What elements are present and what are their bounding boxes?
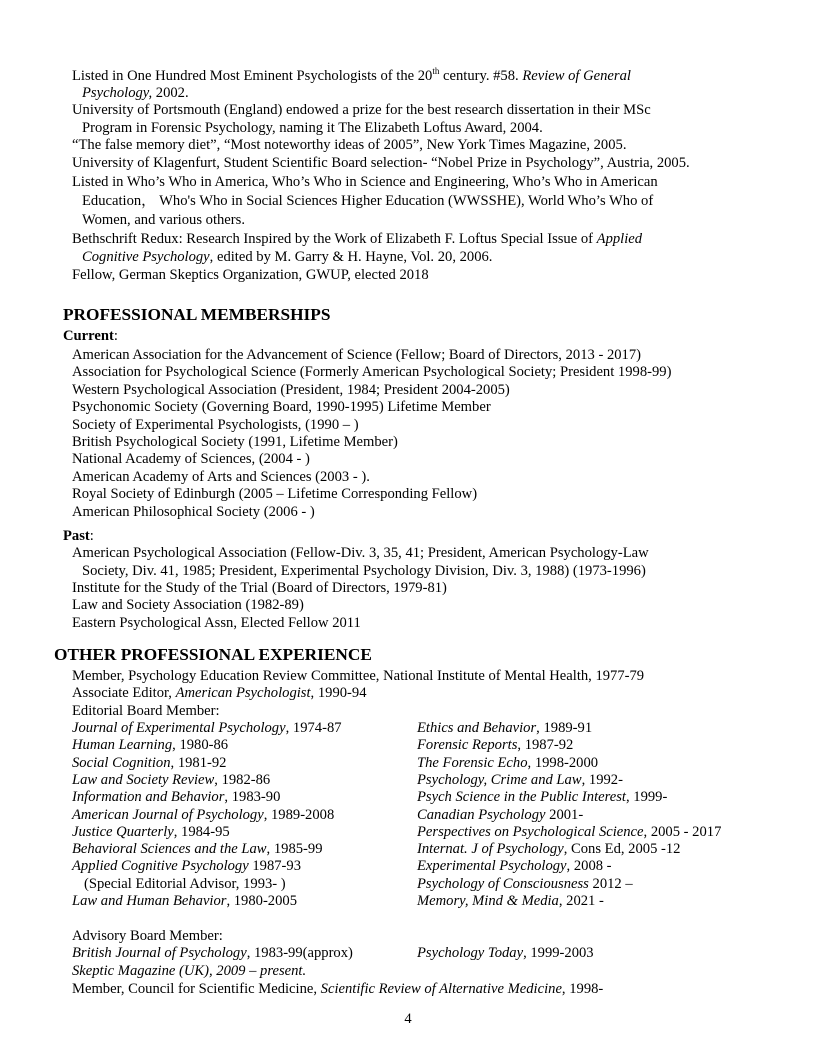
membership-item: Eastern Psychological Assn, Elected Fellow 2011 — [72, 614, 361, 631]
advisory-psychology-today — [417, 945, 594, 962]
journal-title: Ethics and Behavior — [417, 720, 537, 736]
journal-title: British Journal of Psychology — [72, 945, 247, 961]
experience-review-committee: Member, Psychology Education Review Committee, National Institute of Mental Health, 1977-79 — [72, 668, 645, 684]
honor-bethschrift-cont — [82, 249, 492, 266]
subheading: Past — [63, 528, 90, 544]
membership-item: National Academy of Sciences, (2004 - ) — [72, 451, 310, 468]
honor-bethschrift — [72, 231, 642, 248]
journal-title: Experimental Psychology — [417, 858, 567, 875]
honor-eminent-psychologists-cont — [82, 85, 189, 102]
journal-title: Psychology, Crime and Law — [417, 771, 582, 788]
journal-title: Forensic Reports — [417, 737, 518, 754]
colon: : — [113, 328, 118, 344]
advisory-british-journal — [72, 945, 353, 962]
editorial-board-entry — [72, 755, 226, 772]
journal-title: Psychology of Consciousness — [417, 875, 589, 892]
honor-memory-diet: “The false memory diet”, “Most noteworthy ideas of 2005”, New York Times Magazine, 2005. — [72, 137, 627, 153]
years: , 1989-91 — [536, 720, 593, 736]
journal-title: Applied Cognitive Psychology — [72, 858, 249, 875]
years: 2012 – — [588, 875, 633, 892]
honor-text: century. #58. — [439, 68, 523, 84]
honor-text: Bethschrift Redux: Research Inspired by the Work of Elizabeth F. Loftus Special Issue of — [72, 231, 597, 247]
membership-item: American Association for the Advancement of Science (Fellow; Board of Directors, 2013 - 2017) — [72, 347, 641, 363]
advisory-skeptic — [72, 963, 306, 980]
years: , 1992- — [581, 771, 623, 788]
journal-title: Law and Society Review — [72, 771, 215, 788]
years: , 1987-92 — [517, 737, 574, 754]
years: , 1974-87 — [285, 720, 342, 736]
journal-title: Journal of Experimental Psychology — [72, 720, 286, 736]
years: , 1985-99 — [266, 841, 323, 858]
membership-item: Western Psychological Association (President, 1984; President 2004-2005) — [72, 381, 510, 398]
membership-item: Institute for the Study of the Trial (Board of Directors, 1979-81) — [72, 580, 447, 596]
editorial-board-entry — [417, 789, 667, 806]
editorial-board-entry — [417, 720, 592, 737]
journal-title: Human Learning — [72, 737, 173, 754]
journal-title: Cognitive Psychology — [82, 249, 210, 265]
years: , 1998-2000 — [527, 754, 599, 771]
membership-item: Association for Psychological Science (Formerly American Psychological Society; President 1998-99) — [72, 364, 672, 381]
journal-title: Psychology Today — [417, 945, 524, 961]
subheading: Current — [63, 328, 114, 344]
journal-title: Behavioral Sciences and the Law — [72, 841, 267, 858]
years: , 1984-95 — [173, 823, 230, 840]
journal-title: American Psychologist — [175, 685, 311, 701]
editorial-board-entry — [417, 893, 604, 910]
membership-item: American Philosophical Society (2006 - ) — [72, 503, 315, 520]
journal-title: Information and Behavior — [72, 789, 225, 806]
experience-council — [72, 981, 603, 998]
membership-item: Society of Experimental Psychologists, (1990 – ) — [72, 416, 359, 433]
years: , 2021 - — [558, 893, 604, 909]
advisory-board-label: Advisory Board Member: — [72, 928, 223, 944]
editorial-board-entry — [417, 841, 680, 858]
editorial-board-entry — [72, 720, 342, 737]
journal-title: Applied — [596, 231, 643, 247]
honor-text: 2002. — [152, 85, 189, 101]
membership-apa-cont: Society, Div. 41, 1985; President, Experimental Psychology Division, Div. 3, 1988) (1973-1996) — [82, 563, 646, 579]
years: , 1980-2005 — [226, 893, 297, 909]
editorial-board-entry — [72, 807, 334, 824]
honor-gwup: Fellow, German Skeptics Organization, GWUP, elected 2018 — [72, 267, 429, 283]
editorial-board-entry — [417, 755, 598, 772]
editorial-board-entry — [72, 893, 297, 910]
honor-klagenfurt: University of Klagenfurt, Student Scientific Board selection- “Nobel Prize in Psychology”, Austria, 2005. — [72, 155, 690, 171]
honor-whos-who-cont2: Women, and various others. — [82, 212, 245, 228]
journal-title: Skeptic Magazine (UK), 2009 – present. — [72, 963, 307, 979]
membership-item: Royal Society of Edinburgh (2005 – Lifetime Corresponding Fellow) — [72, 486, 478, 503]
years: , 1983-90 — [224, 789, 281, 806]
journal-title: The Forensic Echo — [417, 754, 528, 771]
experience-text: Member, Council for Scientific Medicine, — [72, 981, 321, 997]
years: , 1999-2003 — [523, 945, 594, 961]
membership-item: Psychonomic Society (Governing Board, 1990-1995) Lifetime Member — [72, 399, 491, 416]
journal-title: Memory, Mind & Media — [417, 893, 559, 909]
journal-title: Internat. J of Psychology — [417, 841, 564, 858]
superscript: th — [432, 66, 440, 76]
section-heading-memberships: PROFESSIONAL MEMBERSHIPS — [63, 305, 331, 324]
journal-title: Social Cognition — [72, 754, 171, 771]
years: , Cons Ed, 2005 -12 — [563, 841, 681, 858]
current-label — [63, 328, 118, 345]
journal-title: Review of General — [522, 68, 631, 84]
editorial-board-entry — [72, 789, 280, 806]
experience-text: , 1990-94 — [310, 685, 367, 701]
honor-text: , edited by M. Garry & H. Hayne, Vol. 20, 2006. — [209, 249, 493, 265]
years: , 2008 - — [566, 858, 612, 875]
journal-title: Perspectives on Psychological Science — [417, 823, 644, 840]
years: , 1981-92 — [170, 754, 227, 771]
years: , 1999- — [625, 789, 668, 806]
editorial-board-label: Editorial Board Member: — [72, 703, 220, 719]
honor-text: Listed in One Hundred Most Eminent Psychologists of the 20 — [72, 68, 433, 84]
editorial-board-entry — [72, 737, 228, 754]
experience-associate-editor — [72, 685, 367, 702]
page-number: 4 — [404, 1011, 412, 1027]
journal-title: Justice Quarterly — [72, 823, 174, 840]
honor-portsmouth: University of Portsmouth (England) endowed a prize for the best research dissertation in their MSc — [72, 102, 651, 118]
past-label — [63, 528, 94, 545]
honor-eminent-psychologists — [72, 68, 631, 85]
colon: : — [89, 528, 94, 544]
journal-title: Psychology, — [82, 85, 153, 101]
years: , 2005 - 2017 — [643, 823, 722, 840]
years: , 1980-86 — [172, 737, 229, 754]
years: , 1982-86 — [214, 771, 271, 788]
editorial-board-entry — [72, 772, 270, 789]
editorial-board-entry — [417, 824, 721, 841]
editorial-board-entry — [417, 876, 633, 893]
experience-text: Associate Editor, — [72, 685, 176, 701]
years: 1987-93 — [248, 858, 301, 875]
editorial-board-entry — [417, 807, 583, 824]
section-heading-experience: OTHER PROFESSIONAL EXPERIENCE — [54, 645, 372, 664]
journal-title: Psych Science in the Public Interest — [417, 789, 626, 806]
editorial-board-entry — [72, 841, 323, 858]
years: (Special Editorial Advisor, 1993- ) — [84, 875, 286, 892]
journal-title: Canadian Psychology — [417, 806, 546, 823]
membership-apa: American Psychological Association (Fellow-Div. 3, 35, 41; President, American Psychology-Law — [72, 545, 649, 561]
editorial-board-entry — [72, 824, 230, 841]
years: 2001- — [545, 806, 584, 823]
editorial-board-entry — [84, 876, 286, 893]
years: , 1983-99(approx) — [246, 945, 353, 961]
honor-whos-who-cont: Education， Who's Who in Social Sciences Higher Education (WWSSHE), World Who’s Who of — [82, 193, 654, 209]
journal-title: Scientific Review of Alternative Medicine — [320, 981, 562, 997]
editorial-board-entry — [417, 772, 623, 789]
journal-title: American Journal of Psychology — [72, 806, 264, 823]
journal-title: Law and Human Behavior — [72, 893, 227, 909]
years: , 1989-2008 — [263, 806, 335, 823]
experience-text: , 1998- — [561, 981, 604, 997]
editorial-board-entry — [417, 858, 612, 875]
membership-item: Law and Society Association (1982-89) — [72, 597, 304, 614]
honor-whos-who: Listed in Who’s Who in America, Who’s Who in Science and Engineering, Who’s Who in American — [72, 174, 658, 190]
editorial-board-entry — [417, 737, 573, 754]
honor-portsmouth-cont: Program in Forensic Psychology, naming it The Elizabeth Loftus Award, 2004. — [82, 120, 543, 136]
editorial-board-entry — [72, 858, 301, 875]
membership-item: British Psychological Society (1991, Lifetime Member) — [72, 434, 398, 450]
membership-item: American Academy of Arts and Sciences (2003 - ). — [72, 468, 370, 485]
